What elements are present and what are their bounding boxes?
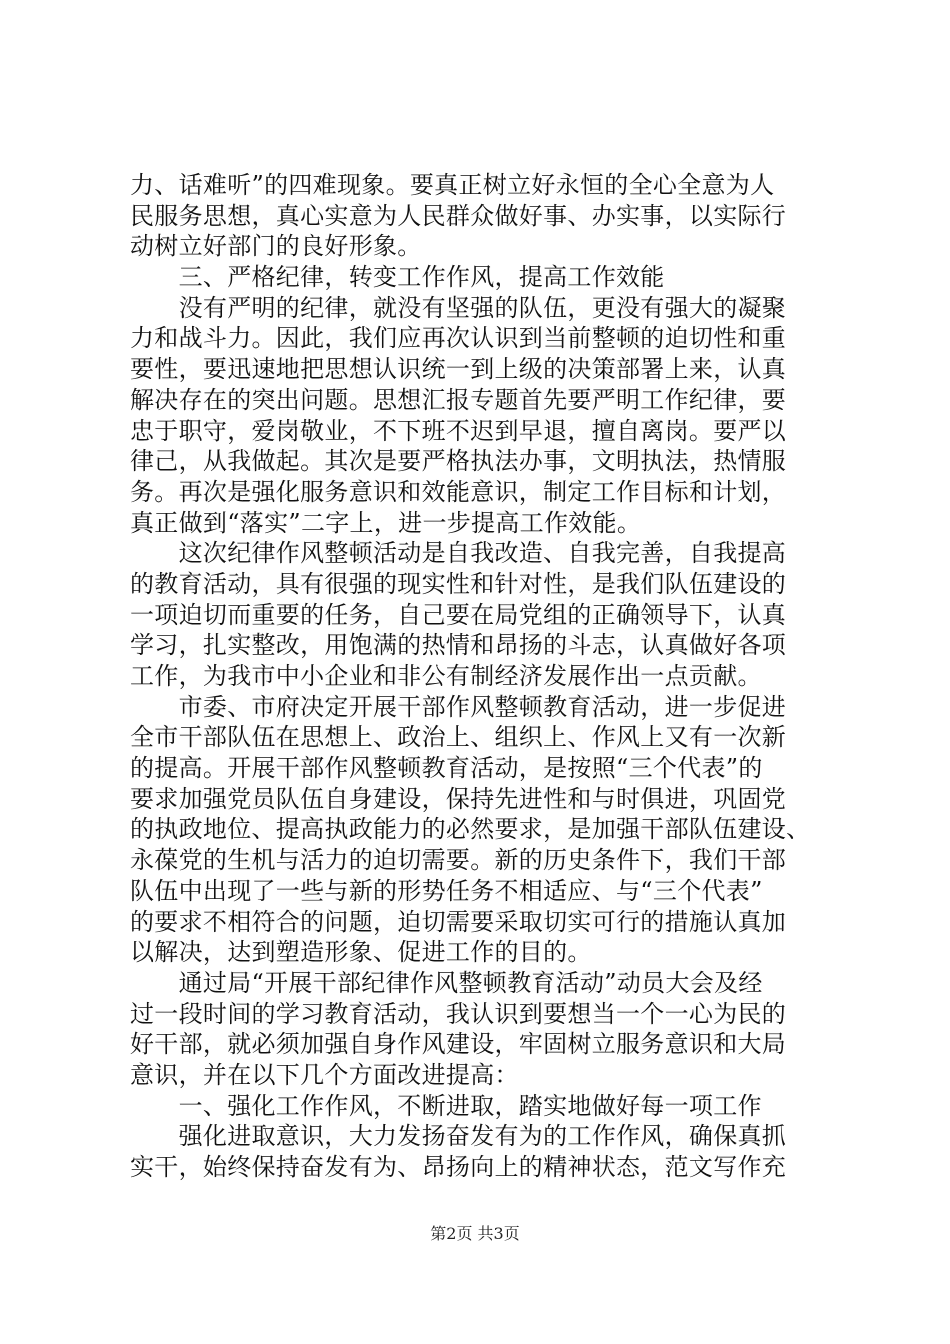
text-line: 力、话难听”的四难现象。要真正树立好永恒的全心全意为人	[130, 171, 775, 199]
text-line: 没有严明的纪律，就没有坚强的队伍，更没有强大的凝聚	[130, 293, 787, 322]
text-line: 真正做到“落实”二字上，进一步提高工作效能。	[130, 508, 642, 537]
text-line: 的教育活动，具有很强的现实性和针对性，是我们队伍建设的	[130, 569, 787, 598]
text-line: 解决存在的突出问题。思想汇报专题首先要严明工作纪律，要	[130, 385, 787, 414]
text-line: 意识，并在以下几个方面改进提高：	[130, 1060, 519, 1089]
text-line: 的要求不相符合的问题，迫切需要采取切实可行的措施认真加	[130, 907, 787, 936]
text-line: 动树立好部门的良好形象。	[130, 232, 422, 261]
text-line: 永葆党的生机与活力的迫切需要。新的历史条件下，我们干部	[130, 846, 787, 875]
text-line: 通过局“开展干部纪律作风整顿教育活动”动员大会及经	[130, 968, 763, 997]
text-line: 要求加强党员队伍自身建设，保持先进性和与时俱进，巩固党	[130, 784, 787, 813]
text-line: 的提高。开展干部作风整顿教育活动，是按照“三个代表”的	[130, 754, 763, 783]
text-line: 以解决，达到塑造形象、促进工作的目的。	[130, 938, 592, 967]
text-line: 力和战斗力。因此，我们应再次认识到当前整顿的迫切性和重	[130, 324, 787, 353]
text-line: 民服务思想，真心实意为人民群众做好事、办实事，以实际行	[130, 201, 787, 230]
text-line: 务。再次是强化服务意识和效能意识，制定工作目标和计划，	[130, 477, 787, 506]
document-body	[130, 170, 830, 1183]
text-line: 的执政地位、提高执政能力的必然要求，是加强干部队伍建设、	[130, 815, 811, 844]
text-line: 要性，要迅速地把思想认识统一到上级的决策部署上来，认真	[130, 355, 787, 384]
text-line: 全市干部队伍在思想上、政治上、组织上、作风上又有一次新	[130, 723, 787, 752]
text-line: 队伍中出现了一些与新的形势任务不相适应、与“三个代表”	[130, 876, 763, 905]
text-line: 一项迫切而重要的任务，自己要在局党组的正确领导下，认真	[130, 600, 787, 629]
text-line: 学习，扎实整改，用饱满的热情和昂扬的斗志，认真做好各项	[130, 631, 787, 660]
text-line: 三、严格纪律，转变工作作风，提高工作效能	[130, 263, 665, 292]
text-line: 这次纪律作风整顿活动是自我改造、自我完善，自我提高	[130, 539, 787, 568]
page-footer: 第2页 共3页	[430, 1224, 520, 1243]
text-line: 市委、市府决定开展干部作风整顿教育活动，进一步促进	[130, 692, 787, 721]
text-line: 过一段时间的学习教育活动，我认识到要想当一个一心为民的	[130, 999, 787, 1028]
text-line: 强化进取意识，大力发扬奋发有为的工作作风，确保真抓	[130, 1122, 787, 1151]
text-line: 律己，从我做起。其次是要严格执法办事，文明执法，热情服	[130, 447, 787, 476]
text-line: 工作，为我市中小企业和非公有制经济发展作出一点贡献。	[130, 662, 762, 690]
text-line: 好干部，就必须加强自身作风建设，牢固树立服务意识和大局	[130, 1030, 787, 1059]
text-line: 忠于职守，爱岗敬业，不下班不迟到早退，擅自离岗。要严以	[130, 416, 787, 445]
text-line: 实干，始终保持奋发有为、昂扬向上的精神状态，范文写作充	[130, 1153, 787, 1181]
text-line: 一、强化工作作风，不断进取，踏实地做好每一项工作	[130, 1091, 762, 1120]
